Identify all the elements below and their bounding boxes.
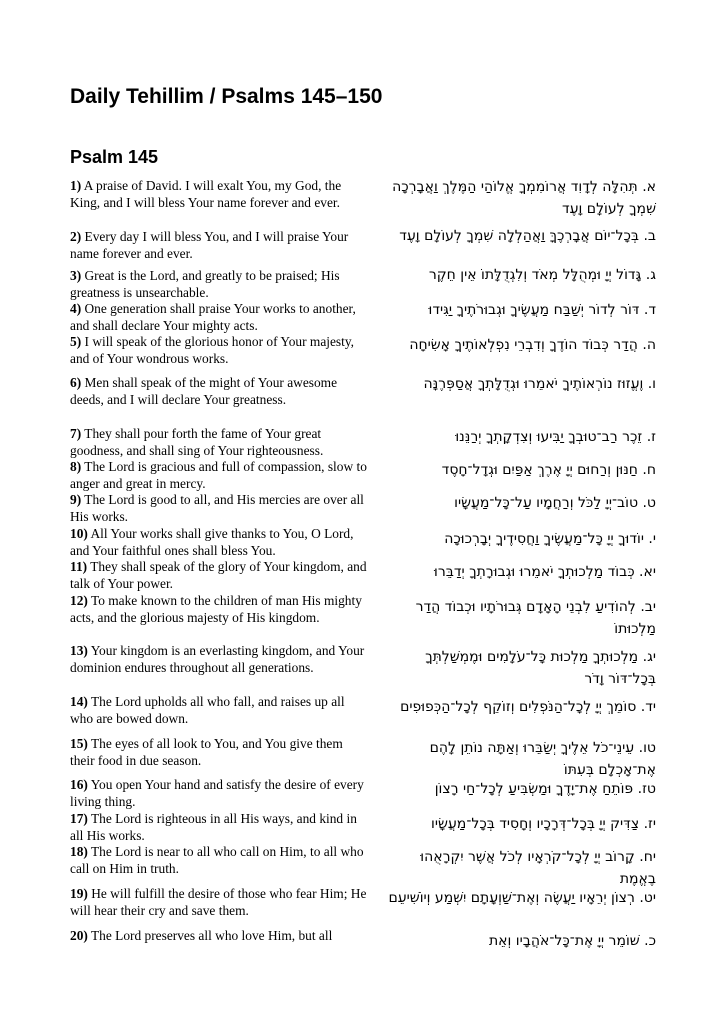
verse-hebrew: א. תְּהִלָּה לְדָוִד אֲרוֹמִמְךָ אֱלוֹהַי הַמֶּלֶךְ וַאֲבָרְכָה שִׁמְךָ לְעוֹלָם וָעֶד	[392, 179, 656, 217]
verse-number: 19)	[70, 886, 88, 901]
verse-number: 18)	[70, 844, 88, 859]
verse-hebrew: ז. זֵכֶר רַב־טוּבְךָ יַבִּיעוּ וְצִדְקָתְךָ יְרַנֵּנוּ	[455, 429, 656, 445]
verse-hebrew: יז. צַדִּיק יְיָ בְּכָל־דְּרָכָיו וְחָסִיד בְּכָל־מַעֲשָׂיו	[431, 816, 656, 832]
verse-number: 14)	[70, 694, 88, 709]
verse-number: 1)	[70, 178, 82, 193]
verse-hebrew: יט. רְצוֹן יְרֵאָיו יַעֲשֶׂה וְאֶת־שַׁוְעָתָם יִשְׁמַע וְיוֹשִׁיעֵם	[388, 890, 656, 906]
verse-hebrew: יד. סוֹמֵךְ יְיָ לְכָל־הַנֹּפְלִים וְזוֹקֵף לְכָל־הַכְּפוּפִים	[400, 699, 656, 715]
verse-english	[70, 643, 370, 676]
verse-number: 7)	[70, 426, 82, 441]
verse-number: 4)	[70, 301, 82, 316]
verse-number: 20)	[70, 928, 88, 943]
verse-text-english: Men shall speak of the might of Your awesome deeds, and I will declare Your greatness.	[70, 375, 338, 407]
verse-text-english: They shall speak of the glory of Your kingdom, and talk of Your power.	[70, 559, 367, 591]
verse-text-english: The Lord preserves all who love Him, but all	[90, 928, 333, 943]
verse-number: 15)	[70, 736, 88, 751]
verse-english	[70, 375, 370, 408]
verse-number: 12)	[70, 593, 88, 608]
verse-english	[70, 268, 370, 301]
verse-number: 11)	[70, 559, 88, 574]
verse-hebrew: יג. מַלְכוּתְךָ מַלְכוּת כָּל־עֹלָמִים וּמֶמְשַׁלְתְּךָ בְּכָל־דּוֹר וָדֹר	[425, 649, 656, 687]
verse-english	[70, 426, 370, 459]
verse-english	[70, 334, 370, 367]
verse-english	[70, 844, 370, 877]
verse-english	[70, 526, 370, 559]
document-title: Daily Tehillim / Psalms 145–150	[70, 85, 383, 108]
verse-hebrew: טז. פּוֹתֵחַ אֶת־יָדֶךָ וּמַשְׂבִּיעַ לְכָל־חַי רָצוֹן	[434, 781, 656, 797]
verse-number: 3)	[70, 268, 82, 283]
verse-english	[70, 886, 370, 919]
verse-english	[70, 459, 370, 492]
verse-hebrew: ג. גָּדוֹל יְיָ וּמְהֻלָּל מְאֹד וְלִגְדֻלָּתוֹ אֵין חֵקֶר	[428, 267, 656, 283]
verse-english	[70, 811, 370, 844]
verse-english	[70, 559, 370, 592]
verse-english	[70, 777, 370, 810]
verse-text-english: A praise of David. I will exalt You, my God, the King, and I will bless Your name forever and ever.	[70, 178, 342, 210]
verse-english	[70, 492, 370, 525]
verse-hebrew: י. יוֹדוּךָ יְיָ כָּל־מַעֲשֶׂיךָ וַחֲסִידֶיךָ יְבָרְכוּכָה	[444, 531, 656, 547]
verse-number: 16)	[70, 777, 88, 792]
verse-hebrew: יב. לְהוֹדִיעַ לִבְנֵי הָאָדָם גְּבוּרֹתָיו וּכְבוֹד הֲדַר מַלְכוּתוֹ	[415, 599, 656, 637]
verse-hebrew: כ. שׁוֹמֵר יְיָ אֶת־כָּל־אֹהֲבָיו וְאֵת	[488, 933, 656, 949]
verse-number: 2)	[70, 229, 82, 244]
verse-english	[70, 928, 370, 945]
verse-english	[70, 301, 370, 334]
verse-text-english: To make known to the children of man His mighty acts, and the glorious majesty of His kingdom.	[70, 593, 362, 625]
verse-hebrew: ט. טוֹב־יְיָ לַכֹּל וְרַחֲמָיו עַל־כָּל־מַעֲשָׂיו	[454, 495, 656, 511]
verse-text-english: Your kingdom is an everlasting kingdom, and Your dominion endures throughout all generations.	[70, 643, 365, 675]
verse-text-english: He will fulfill the desire of those who fear Him; He will hear their cry and save them.	[70, 886, 367, 918]
verse-hebrew: ב. בְּכָל־יוֹם אֲבָרְכֶךָּ וַאֲהַלְלָה שִׁמְךָ לְעוֹלָם וָעֶד	[399, 228, 656, 244]
verse-text-english: The Lord is near to all who call on Him, to all who call on Him in truth.	[70, 844, 364, 876]
verse-text-english: The Lord is righteous in all His ways, and kind in all His works.	[70, 811, 357, 843]
verse-hebrew: טו. עֵינֵי־כֹל אֵלֶיךָ יְשַׂבֵּרוּ וְאַתָּה נוֹתֵן לָהֶם אֶת־אָכְלָם בְּעִתּוֹ	[429, 740, 656, 778]
verse-text-english: I will speak of the glorious honor of Your majesty, and of Your wondrous works.	[70, 334, 355, 366]
verse-number: 17)	[70, 811, 88, 826]
verse-number: 8)	[70, 459, 82, 474]
verse-text-english: One generation shall praise Your works to another, and shall declare Your mighty acts.	[70, 301, 356, 333]
verse-number: 6)	[70, 375, 82, 390]
psalm-heading: Psalm 145	[70, 147, 159, 167]
verse-hebrew: יא. כְּבוֹד מַלְכוּתְךָ יֹאמֵרוּ וּגְבוּרָתְךָ יְדַבֵּרוּ	[434, 564, 656, 580]
verse-number: 10)	[70, 526, 88, 541]
verse-text-english: Great is the Lord, and greatly to be praised; His greatness is unsearchable.	[70, 268, 340, 300]
verse-english	[70, 593, 370, 626]
verse-english	[70, 736, 370, 769]
verse-number: 13)	[70, 643, 88, 658]
verse-english	[70, 229, 370, 262]
verse-hebrew: ד. דּוֹר לְדוֹר יְשַׁבַּח מַעֲשֶׂיךָ וּגְבוּרֹתֶיךָ יַגִּידוּ	[428, 302, 656, 318]
verse-text-english: They shall pour forth the fame of Your great goodness, and shall sing of Your righteousness.	[70, 426, 324, 458]
verse-english	[70, 694, 370, 727]
verse-text-english: The Lord upholds all who fall, and raises up all who are bowed down.	[70, 694, 345, 726]
verse-text-english: All Your works shall give thanks to You, O Lord, and Your faithful ones shall bless You.	[70, 526, 354, 558]
verse-number: 9)	[70, 492, 82, 507]
verse-number: 5)	[70, 334, 82, 349]
verse-text-english: The Lord is good to all, and His mercies are over all His works.	[70, 492, 364, 524]
verse-hebrew: ה. הֲדַר כְּבוֹד הוֹדֶךָ וְדִבְרֵי נִפְלְאוֹתֶיךָ אָשִׂיחָה	[409, 337, 656, 353]
verse-hebrew: ח. חַנּוּן וְרַחוּם יְיָ אֶרֶךְ אַפַּיִם וּגְדָל־חָסֶד	[441, 462, 656, 478]
verse-text-english: Every day I will bless You, and I will praise Your name forever and ever.	[70, 229, 349, 261]
verse-text-english: The Lord is gracious and full of compassion, slow to anger and great in mercy.	[70, 459, 367, 491]
verse-text-english: The eyes of all look to You, and You give them their food in due season.	[70, 736, 343, 768]
verse-text-english: You open Your hand and satisfy the desire of every living thing.	[70, 777, 364, 809]
verse-english	[70, 178, 370, 211]
verse-hebrew: ו. וֶעֱזוּז נוֹרְאוֹתֶיךָ יֹאמֵרוּ וּגְדֻלָּתְךָ אֲסַפְּרֶנָּה	[423, 376, 656, 392]
verse-hebrew: יח. קָרוֹב יְיָ לְכָל־קֹרְאָיו לְכֹל אֲשֶׁר יִקְרָאֻהוּ בֶאֱמֶת	[420, 849, 656, 887]
